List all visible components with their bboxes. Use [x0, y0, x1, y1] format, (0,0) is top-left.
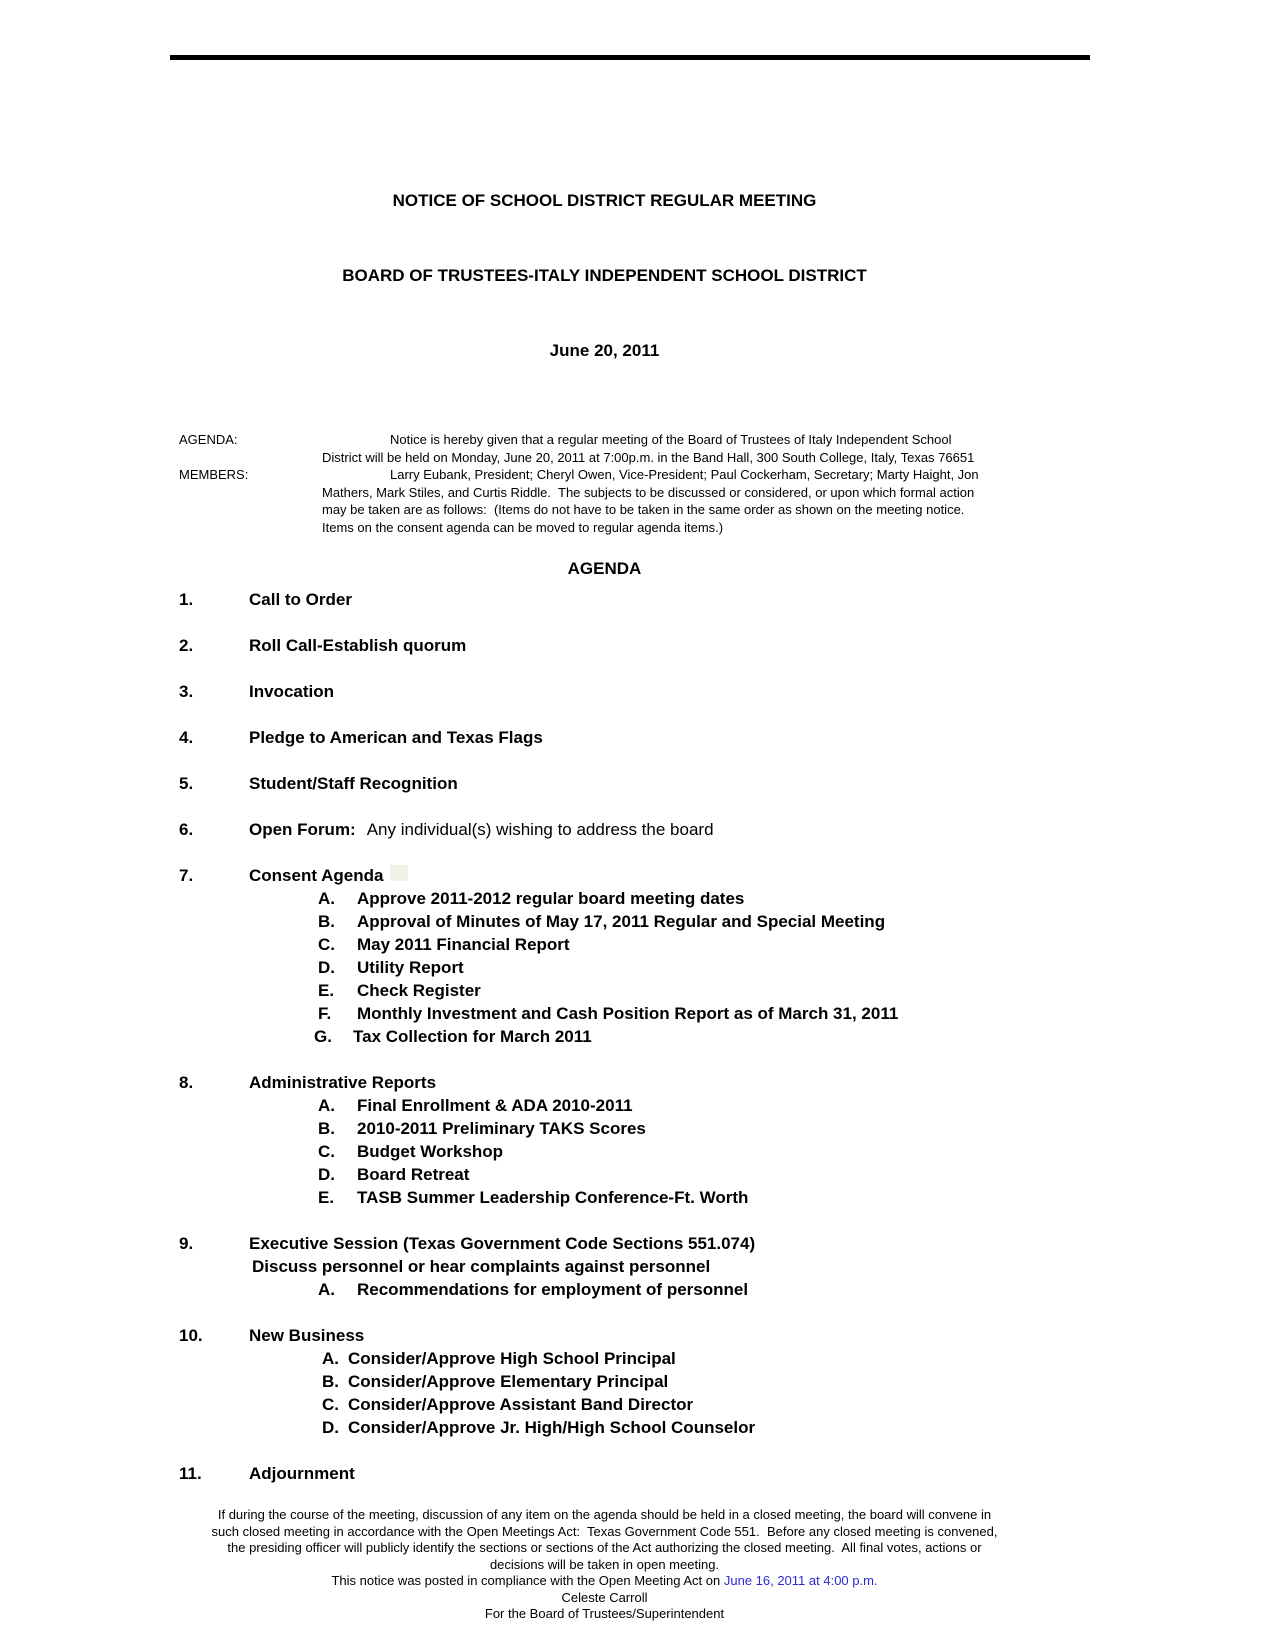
subitem-letter: G. — [314, 1027, 332, 1046]
consent-agenda-subitems — [176, 887, 1033, 1048]
subitem — [318, 887, 1033, 910]
subitem-letter: D. — [322, 1418, 339, 1437]
subitem-text: Monthly Investment and Cash Position Report as of March 31, 2011 — [357, 1004, 899, 1023]
subitem-letter: B. — [322, 1372, 339, 1391]
agenda-item-6 — [176, 819, 1033, 841]
new-business-subitems — [176, 1347, 1033, 1439]
agenda-heading: AGENDA — [567, 559, 642, 578]
executive-session-subitems — [176, 1278, 1033, 1301]
title-line-2: BOARD OF TRUSTEES-ITALY INDEPENDENT SCHOOL DISTRICT — [342, 266, 867, 285]
subitem-letter: A. — [318, 1096, 335, 1115]
top-horizontal-rule — [170, 55, 1090, 60]
members-line: Mathers, Mark Stiles, and Curtis Riddle. The subjects to be discussed or considered, or upon which formal action — [322, 484, 975, 500]
members-label: MEMBERS: — [179, 467, 249, 482]
item-number: 11. — [179, 1464, 202, 1483]
agenda-item-3 — [176, 681, 1033, 703]
item-title: Invocation — [249, 682, 335, 701]
subitem-letter: E. — [318, 981, 335, 1000]
item-number: 10. — [179, 1326, 203, 1345]
item-number: 4. — [179, 728, 194, 747]
subitem-letter: F. — [318, 1004, 332, 1023]
subitem-letter: C. — [322, 1395, 339, 1414]
item-title: Open Forum: — [249, 820, 356, 839]
subitem-letter: A. — [322, 1349, 339, 1368]
subitem-letter: A. — [318, 1280, 335, 1299]
item-number: 7. — [179, 866, 194, 885]
item-number: 5. — [179, 774, 194, 793]
subitem-letter: C. — [318, 935, 335, 954]
item-title: Consent Agenda — [249, 866, 384, 885]
subitem — [322, 1370, 1033, 1393]
item-number: 8. — [179, 1073, 194, 1092]
members-paragraph — [176, 466, 1033, 536]
subitem-text: Consider/Approve High School Principal — [348, 1349, 676, 1368]
closed-meeting-disclaimer: If during the course of the meeting, discussion of any item on the agenda should be held in a closed meeting, the board will convene in — [217, 1507, 992, 1522]
subitem-letter: A. — [318, 889, 335, 908]
agenda-item-4 — [176, 727, 1033, 749]
item-number: 1. — [179, 590, 194, 609]
subitem-text: Approve 2011-2012 regular board meeting dates — [357, 889, 745, 908]
posting-statement — [176, 1573, 1033, 1590]
document-content — [176, 138, 1033, 1623]
subitem-text: Consider/Approve Elementary Principal — [348, 1372, 669, 1391]
footer-block — [176, 1507, 1033, 1623]
item-title: New Business — [249, 1326, 365, 1345]
subitem-text: May 2011 Financial Report — [357, 935, 570, 954]
signatory-title: For the Board of Trustees/Superintendent — [484, 1606, 725, 1621]
agenda-item-5 — [176, 773, 1033, 795]
agenda-item-9 — [176, 1233, 1033, 1255]
agenda-item-7 — [176, 865, 1033, 887]
subitem-text: Check Register — [357, 981, 481, 1000]
subitem — [318, 956, 1033, 979]
posting-statement-prefix: This notice was posted in compliance with the Open Meeting Act on — [331, 1573, 724, 1588]
subitem-text: 2010-2011 Preliminary TAKS Scores — [357, 1119, 646, 1138]
item-title: Adjournment — [249, 1464, 355, 1483]
subitem — [322, 1393, 1033, 1416]
item-number: 9. — [179, 1234, 194, 1253]
subitem — [318, 1002, 1033, 1025]
subitem — [322, 1416, 1033, 1439]
members-line: may be taken are as follows: (Items do not have to be taken in the same order as shown on the meeting notice. — [322, 502, 965, 517]
subitem — [314, 1025, 1033, 1048]
subitem — [318, 933, 1033, 956]
subitem-text: Tax Collection for March 2011 — [353, 1027, 592, 1046]
subitem-text: Final Enrollment & ADA 2010-2011 — [357, 1096, 633, 1115]
subitem — [318, 979, 1033, 1002]
subitem — [318, 1186, 1033, 1209]
subitem-text: Approval of Minutes of May 17, 2011 Regular and Special Meeting — [357, 912, 886, 931]
subitem-text: Consider/Approve Jr. High/High School Counselor — [348, 1418, 756, 1437]
subitem-letter: B. — [318, 1119, 335, 1138]
title-line-3: June 20, 2011 — [549, 341, 660, 360]
members-line: Larry Eubank, President; Cheryl Owen, Vice-President; Paul Cockerham, Secretary; Marty Haight, Jon — [390, 467, 979, 482]
subitem — [318, 1278, 1033, 1301]
subitem-letter: D. — [318, 1165, 335, 1184]
agenda-label: AGENDA: — [179, 432, 238, 447]
posting-date: June 16, 2011 at 4:00 p.m. — [723, 1573, 878, 1588]
subitem — [322, 1347, 1033, 1370]
agenda-item-8 — [176, 1072, 1033, 1094]
title-line-1: NOTICE OF SCHOOL DISTRICT REGULAR MEETING — [392, 191, 817, 210]
item-title: Call to Order — [249, 590, 352, 609]
administrative-reports-subitems — [176, 1094, 1033, 1209]
closed-meeting-disclaimer: the presiding officer will publicly identify the sections or sections of the Act authorizing the closed meeting. All final votes, actions or — [227, 1540, 982, 1555]
subitem-text: Consider/Approve Assistant Band Director — [348, 1395, 694, 1414]
subitem-text: Budget Workshop — [357, 1142, 504, 1161]
subitem — [318, 1117, 1033, 1140]
item-number: 6. — [179, 820, 194, 839]
subitem-text: Board Retreat — [357, 1165, 470, 1184]
subitem-letter: B. — [318, 912, 335, 931]
subitem — [318, 910, 1033, 933]
subitem-letter: E. — [318, 1188, 335, 1207]
open-forum-description: Any individual(s) wishing to address the board — [366, 820, 714, 839]
document-title — [176, 138, 1033, 413]
notice-line: District will be held on Monday, June 20, 2011 at 7:00p.m. in the Band Hall, 300 South College, Italy, Texas 76651 — [322, 449, 975, 465]
agenda-item-11 — [176, 1463, 1033, 1485]
agenda-notice-paragraph — [176, 431, 1033, 466]
agenda-item-10 — [176, 1325, 1033, 1347]
closed-meeting-disclaimer: decisions will be taken in open meeting. — [489, 1556, 720, 1572]
subitem-text: Utility Report — [357, 958, 464, 977]
item-title: Executive Session (Texas Government Code Sections 551.074) — [249, 1234, 756, 1253]
item-title: Student/Staff Recognition — [249, 774, 458, 793]
item-title: Pledge to American and Texas Flags — [249, 728, 543, 747]
subitem-text: TASB Summer Leadership Conference-Ft. Worth — [357, 1188, 749, 1207]
agenda-item-1 — [176, 589, 1033, 611]
closed-meeting-disclaimer: such closed meeting in accordance with the Open Meetings Act: Texas Government Code 551. Before any closed meeting is convened, — [211, 1523, 998, 1539]
subitem — [318, 1163, 1033, 1186]
agenda-item-2 — [176, 635, 1033, 657]
members-line: Items on the consent agenda can be moved to regular agenda items.) — [322, 519, 724, 535]
notice-block — [176, 431, 1033, 536]
item-number: 3. — [179, 682, 194, 701]
item-title: Administrative Reports — [249, 1073, 437, 1092]
executive-session-line2: Discuss personnel or hear complaints against personnel — [252, 1257, 711, 1276]
notice-line: Notice is hereby given that a regular meeting of the Board of Trustees of Italy Independent School — [390, 432, 952, 447]
item-number: 2. — [179, 636, 194, 655]
scan-artifact — [390, 865, 408, 881]
subitem-text: Recommendations for employment of personnel — [357, 1280, 749, 1299]
signatory-name: Celeste Carroll — [561, 1589, 648, 1605]
subitem-letter: D. — [318, 958, 335, 977]
item-title: Roll Call-Establish quorum — [249, 636, 467, 655]
subitem-letter: C. — [318, 1142, 335, 1161]
subitem — [318, 1094, 1033, 1117]
subitem — [318, 1140, 1033, 1163]
